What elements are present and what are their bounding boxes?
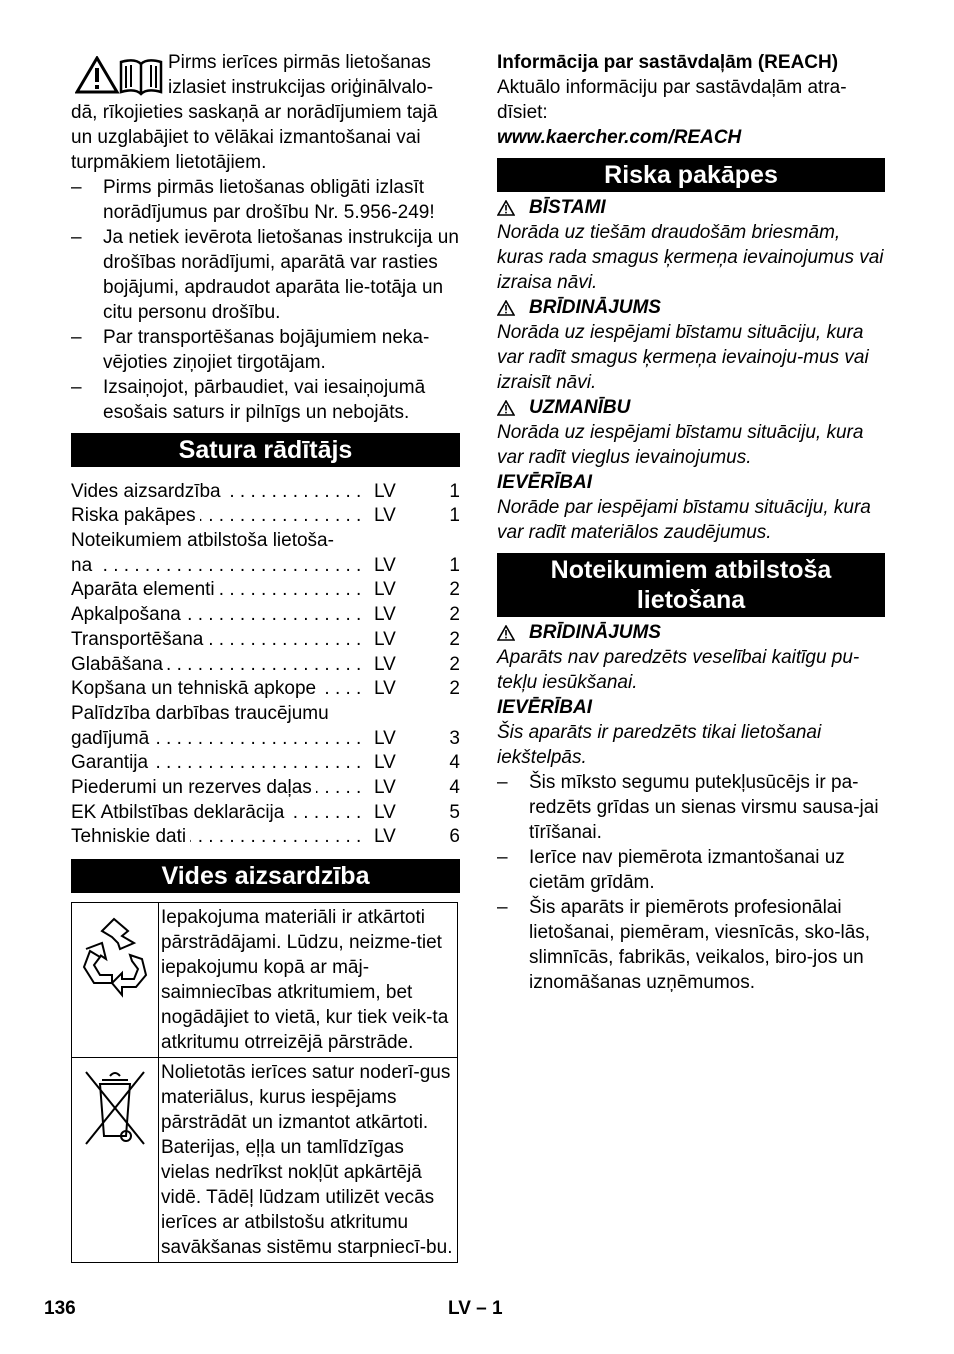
toc-page: 1 (430, 503, 460, 528)
risk-level-text: Norāda uz tiešām draudošām briesmām, kuras rada smagus ķermeņa ievainojumus vai izraisa nāvi. (497, 222, 884, 293)
use-section (497, 620, 885, 995)
use-warning-text: Aparāts nav paredzēts veselībai kaitīgu pu-tekļu iesūkšanai. (497, 647, 860, 693)
toc-lang: LV (362, 627, 430, 652)
toc-lang: LV (362, 800, 430, 825)
toc-title (71, 652, 362, 677)
use-heading (497, 553, 885, 617)
toc-row (71, 825, 460, 850)
toc-row (71, 652, 460, 677)
toc-page: 4 (430, 750, 460, 775)
warning-manual-icons (71, 50, 163, 98)
toc-page: 5 (430, 800, 460, 825)
use-notice-label: IEVĒRĪBAI (497, 697, 593, 718)
risk-level-label (497, 470, 885, 495)
toc-page: 2 (430, 676, 460, 701)
lang-page-indicator: LV – 1 (448, 1298, 503, 1319)
toc-title-text: Apkalpošana (71, 604, 185, 625)
reach-text: Aktuālo informāciju par sastāvdaļām atra-dīsiet: (497, 77, 847, 123)
list-item: – Pirms pirmās lietošanas obligāti izlasīt norādījumus par drošību Nr. 5.956-249! (71, 175, 460, 225)
reach-url: www.kaercher.com/REACH (497, 127, 742, 148)
toc-lang: LV (362, 775, 430, 800)
environment-heading: Vides aizsardzība (71, 859, 460, 893)
toc-lang: LV (362, 824, 430, 849)
risk-level-text: Norāda uz iespējami bīstamu situāciju, kura var radīt smagus ķermeņa ievainoju-mus vai izraisīt nāvi. (497, 322, 869, 393)
toc-lang: LV (362, 553, 430, 578)
toc-page: 2 (430, 602, 460, 627)
intro-text: dā, rīkojieties saskaņā ar norādījumiem tajā un uzglabājiet to vēlākai izmantošanai vai turpmākiem lietotājiem. (71, 102, 438, 173)
list-item: – Izsaiņojot, pārbaudiet, vai iesaiņojumā esošais saturs ir pilnīgs un nebojāts. (71, 375, 460, 425)
toc-title (71, 800, 362, 825)
use-heading-line1: Noteikumiem atbilstoša (550, 556, 832, 584)
toc-page: 2 (430, 652, 460, 677)
toc-lang: LV (362, 726, 430, 751)
toc-row (71, 800, 460, 825)
toc-title-text: Garantija (71, 752, 152, 773)
risk-level-text: Norāde par iespējami bīstamu situāciju, kura var radīt materiālos zaudējumus. (497, 497, 871, 543)
risk-heading: Riska pakāpes (497, 158, 885, 192)
toc-lang: LV (362, 676, 430, 701)
use-list (497, 770, 885, 995)
risk-level-label-text: BĪSTAMI (529, 197, 606, 218)
toc-lang: LV (362, 577, 430, 602)
toc-lang: LV (362, 479, 430, 504)
list-item: – Ja netiek ievērota lietošanas instrukcija un drošības norādījumi, aparātā var rasties bojājumi, apdraudot aparāta lie-totāja un citu personu drošību. (71, 225, 460, 325)
toc-row-wrap: Noteikumiem atbilstoša lietoša- (71, 530, 334, 552)
toc-title-text: Aparāta elementi (71, 579, 219, 600)
warning-triangle-book-icon (75, 56, 163, 96)
disposal-cell (72, 1058, 159, 1263)
toc-lang: LV (362, 503, 430, 528)
risk-level-label (497, 295, 885, 320)
toc-title-text: Kopšana un tehniskā apkope (71, 678, 320, 699)
toc-title-text: na (71, 555, 96, 576)
toc-title-text: Transportēšana (71, 629, 207, 650)
toc-title (71, 602, 362, 627)
risk-level-text: Norāda uz iespējami bīstamu situāciju, kura var radīt vieglus ievainojumus. (497, 422, 864, 468)
toc-page: 2 (430, 577, 460, 602)
warning-triangle-icon (497, 300, 515, 316)
toc-lang: LV (362, 750, 430, 775)
toc-row (71, 677, 460, 702)
risk-level-label-text: UZMANĪBU (529, 397, 631, 418)
use-heading-line2: lietošana (636, 586, 746, 614)
toc-row (71, 726, 460, 751)
toc-title-text: EK Atbilstības deklarācija (71, 802, 288, 823)
table-of-contents (71, 479, 460, 849)
toc-title (71, 577, 362, 602)
risk-level-label-text: BRĪDINĀJUMS (529, 297, 661, 318)
use-notice-text: Šis aparāts ir paredzēts tikai lietošanai iekštelpās. (497, 722, 822, 768)
toc-page: 3 (430, 726, 460, 751)
toc-title (71, 479, 362, 504)
list-item: – Par transportēšanas bojājumiem neka-vējoties ziņojiet tirgotājam. (71, 325, 460, 375)
warning-triangle-icon (497, 200, 515, 216)
list-item: – Šis mīksto segumu putekļusūcējs ir pa-redzēts grīdas un sienas virsmu sausa-jai tīrīšanai. (497, 770, 885, 845)
list-item: – Šis aparāts ir piemērots profesionālai lietošanai, piemēram, viesnīcās, sko-lās, slimnīcās, fabrikās, veikalos, biro-jos un iznomāšanas uzņēmumos. (497, 895, 885, 995)
toc-title (71, 824, 362, 849)
toc-page: 2 (430, 627, 460, 652)
crossed-bin-icon (72, 1058, 158, 1148)
toc-row (71, 602, 460, 627)
warning-triangle-icon (497, 400, 515, 416)
toc-title-text: gadījumā (71, 728, 153, 749)
recycling-icon (72, 903, 158, 1033)
toc-row (71, 479, 460, 504)
toc-row-wrap: Palīdzība darbības traucējumu (71, 703, 329, 725)
toc-row (71, 627, 460, 652)
environment-table (71, 902, 458, 1263)
intro-line2: izlasiet instrukcijas oriģinālvalo- (168, 77, 434, 98)
toc-title-text: Vides aizsardzība (71, 481, 225, 502)
warning-triangle-icon (497, 625, 515, 641)
toc-row (71, 775, 460, 800)
use-warning-label-text: BRĪDINĀJUMS (529, 622, 661, 643)
list-item: – Ierīce nav piemērota izmantošanai uz cietām grīdām. (497, 845, 885, 895)
toc-title (71, 775, 362, 800)
use-warning-label (497, 620, 885, 645)
intro-list (71, 175, 460, 425)
toc-title-text: Glabāšana (71, 654, 167, 675)
right-column (497, 50, 885, 995)
toc-title (71, 750, 362, 775)
toc-page: 4 (430, 775, 460, 800)
toc-page: 1 (430, 553, 460, 578)
recycling-cell (72, 903, 159, 1058)
toc-lang: LV (362, 652, 430, 677)
risk-levels (497, 195, 885, 545)
disposal-text: Nolietotās ierīces satur noderī-gus materiālus, kurus iespējams pārstrādāt un izmantot atkārtoti. Baterijas, eļļa un tamlīdzīgas vielas nedrīkst nokļūt apkārtējā vidē. Tādēļ lūdzam utilizēt vecās ierīces ar atbilstošu atkritumu savākšanas sistēmu starpniecī-bu. (159, 1058, 458, 1263)
risk-level-label-text: IEVĒRĪBAI (497, 472, 593, 493)
toc-title (71, 553, 362, 578)
recycling-text: Iepakojuma materiāli ir atkārtoti pārstrādājami. Lūdzu, neizme-tiet iepakojumu kopā ar māj-saimniecības atkritumiem, bet nogādājiet to vietā, kur tiek veik-ta atkritumu otrreizējā pārstrāde. (159, 903, 458, 1058)
risk-level-label (497, 195, 885, 220)
reach-heading: Informācija par sastāvdaļām (REACH) (497, 52, 839, 73)
intro-line1: Pirms ierīces pirmās lietošanas (168, 52, 431, 73)
page-number: 136 (44, 1298, 76, 1319)
left-column (71, 50, 460, 1263)
toc-row (71, 751, 460, 776)
toc-row (71, 553, 460, 578)
toc-title-text: Tehniskie dati (71, 826, 190, 847)
toc-row (71, 578, 460, 603)
toc-title (71, 627, 362, 652)
toc-lang: LV (362, 602, 430, 627)
risk-level-label (497, 395, 885, 420)
toc-title (71, 676, 362, 701)
toc-page: 1 (430, 479, 460, 504)
intro-section (71, 50, 460, 425)
toc-title (71, 726, 362, 751)
toc-heading: Satura rādītājs (71, 433, 460, 467)
toc-title (71, 503, 362, 528)
toc-title-text: Piederumi un rezerves daļas (71, 777, 316, 798)
toc-page: 6 (430, 824, 460, 849)
toc-row (71, 504, 460, 529)
toc-title-text: Riska pakāpes (71, 505, 200, 526)
